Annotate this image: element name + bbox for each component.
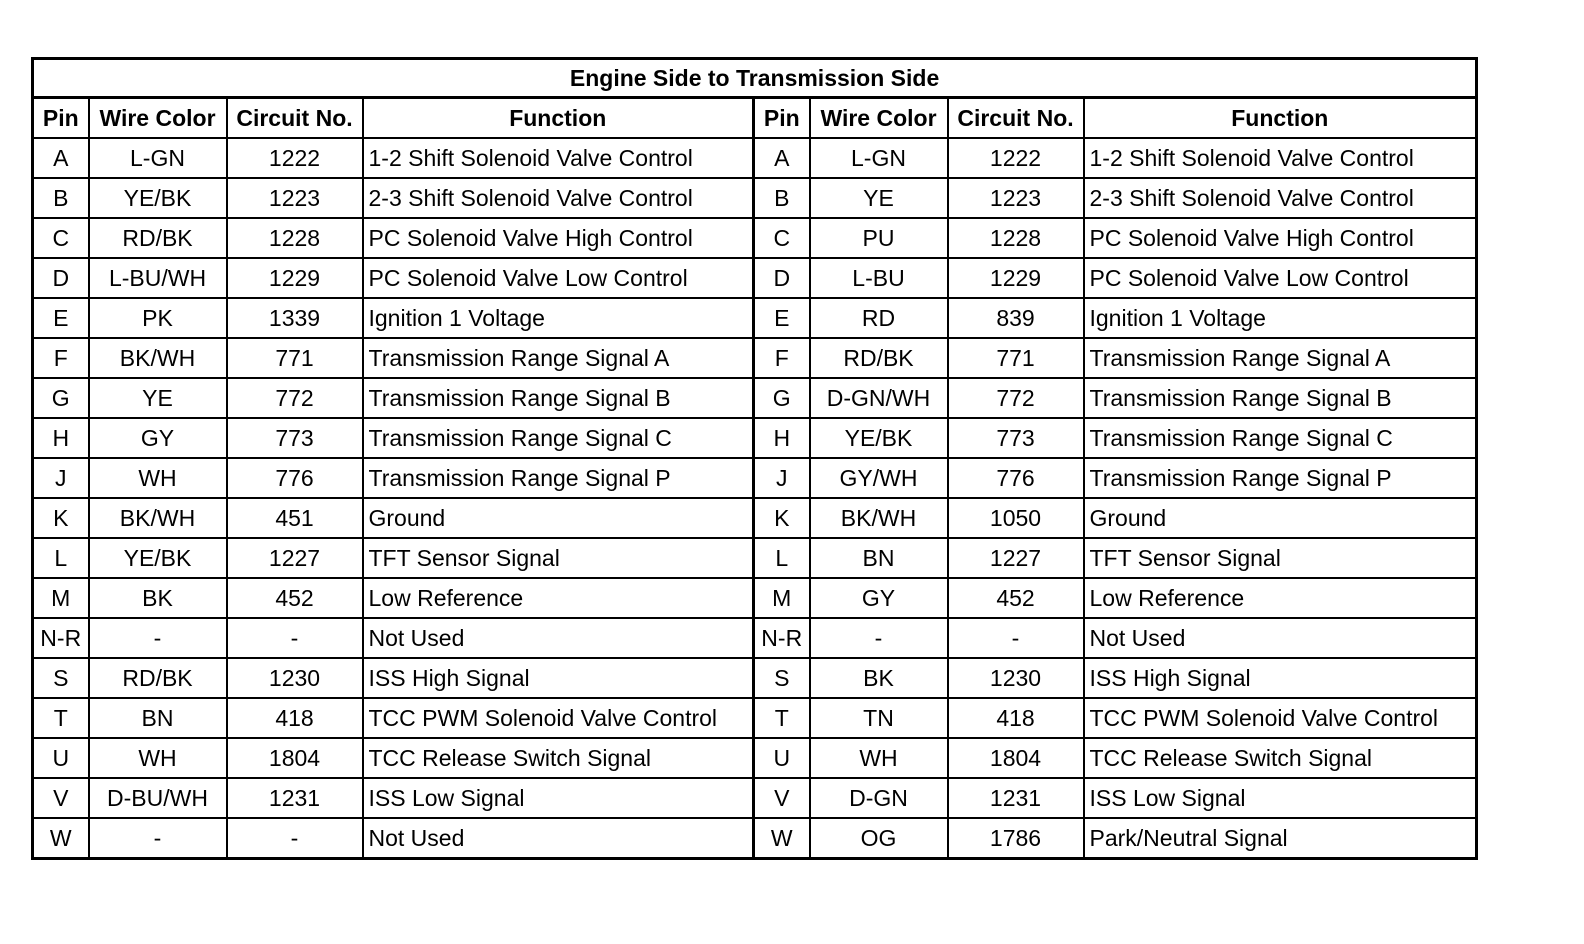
engine-circuit-cell: 1223	[227, 178, 363, 218]
engine-wire-color-cell: BN	[89, 698, 227, 738]
engine-pin-cell: T	[33, 698, 89, 738]
trans-pin-cell: D	[754, 258, 810, 298]
engine-circuit-cell: 771	[227, 338, 363, 378]
engine-circuit-cell: 772	[227, 378, 363, 418]
table-row	[33, 258, 1477, 298]
trans-circuit-cell: 839	[948, 298, 1084, 338]
trans-wire-color-cell: D-GN	[810, 778, 948, 818]
trans-circuit-cell: 1227	[948, 538, 1084, 578]
trans-function-cell: Transmission Range Signal A	[1084, 338, 1477, 378]
engine-pin-cell: N-R	[33, 618, 89, 658]
engine-circuit-cell: 1228	[227, 218, 363, 258]
engine-circuit-cell: 1227	[227, 538, 363, 578]
trans-wire-color-cell: BN	[810, 538, 948, 578]
table-row	[33, 658, 1477, 698]
pinout-table	[31, 57, 1478, 860]
engine-pin-cell: U	[33, 738, 89, 778]
engine-circuit-cell: -	[227, 818, 363, 859]
engine-function-cell: Transmission Range Signal A	[363, 338, 754, 378]
trans-circuit-cell: 776	[948, 458, 1084, 498]
table-row	[33, 698, 1477, 738]
engine-wire-color-cell: BK	[89, 578, 227, 618]
engine-function-cell: TCC PWM Solenoid Valve Control	[363, 698, 754, 738]
engine-function-cell: PC Solenoid Valve Low Control	[363, 258, 754, 298]
engine-circuit-cell: 418	[227, 698, 363, 738]
engine-function-cell: ISS Low Signal	[363, 778, 754, 818]
table-row	[33, 738, 1477, 778]
engine-function-cell: Transmission Range Signal P	[363, 458, 754, 498]
trans-function-cell: 1-2 Shift Solenoid Valve Control	[1084, 138, 1477, 178]
engine-wire-color-cell: WH	[89, 458, 227, 498]
engine-function-cell: 1-2 Shift Solenoid Valve Control	[363, 138, 754, 178]
engine-pin-cell: L	[33, 538, 89, 578]
engine-pin-cell: B	[33, 178, 89, 218]
trans-wire-color-cell: RD/BK	[810, 338, 948, 378]
engine-wire-color-cell: RD/BK	[89, 218, 227, 258]
table-row	[33, 178, 1477, 218]
trans-wire-color-cell: BK	[810, 658, 948, 698]
trans-circuit-cell: 1230	[948, 658, 1084, 698]
engine-function-cell: Low Reference	[363, 578, 754, 618]
trans-pin-cell: F	[754, 338, 810, 378]
table-row	[33, 338, 1477, 378]
engine-circuit-cell: 1222	[227, 138, 363, 178]
engine-function-cell: TFT Sensor Signal	[363, 538, 754, 578]
trans-function-cell: Park/Neutral Signal	[1084, 818, 1477, 859]
trans-pin-cell: V	[754, 778, 810, 818]
engine-function-cell: PC Solenoid Valve High Control	[363, 218, 754, 258]
trans-pin-cell: N-R	[754, 618, 810, 658]
table-row	[33, 138, 1477, 178]
trans-pin-cell: J	[754, 458, 810, 498]
trans-pin-cell: M	[754, 578, 810, 618]
header-trans-circuit-no: Circuit No.	[948, 98, 1084, 139]
engine-wire-color-cell: YE/BK	[89, 178, 227, 218]
engine-pin-cell: S	[33, 658, 89, 698]
header-trans-function: Function	[1084, 98, 1477, 139]
trans-pin-cell: U	[754, 738, 810, 778]
trans-wire-color-cell: L-BU	[810, 258, 948, 298]
engine-pin-cell: C	[33, 218, 89, 258]
table-row	[33, 778, 1477, 818]
trans-function-cell: ISS High Signal	[1084, 658, 1477, 698]
trans-circuit-cell: 1804	[948, 738, 1084, 778]
engine-function-cell: Ground	[363, 498, 754, 538]
engine-pin-cell: J	[33, 458, 89, 498]
table-title: Engine Side to Transmission Side	[33, 59, 1477, 98]
engine-function-cell: ISS High Signal	[363, 658, 754, 698]
engine-wire-color-cell: L-GN	[89, 138, 227, 178]
engine-function-cell: Transmission Range Signal C	[363, 418, 754, 458]
trans-wire-color-cell: TN	[810, 698, 948, 738]
trans-circuit-cell: 771	[948, 338, 1084, 378]
engine-pin-cell: A	[33, 138, 89, 178]
trans-wire-color-cell: PU	[810, 218, 948, 258]
trans-wire-color-cell: BK/WH	[810, 498, 948, 538]
header-engine-function: Function	[363, 98, 754, 139]
engine-circuit-cell: 776	[227, 458, 363, 498]
table-row	[33, 818, 1477, 859]
trans-pin-cell: S	[754, 658, 810, 698]
trans-pin-cell: T	[754, 698, 810, 738]
trans-function-cell: 2-3 Shift Solenoid Valve Control	[1084, 178, 1477, 218]
trans-circuit-cell: 1229	[948, 258, 1084, 298]
trans-circuit-cell: 1231	[948, 778, 1084, 818]
table-body	[33, 138, 1477, 859]
header-engine-wire-color: Wire Color	[89, 98, 227, 139]
trans-pin-cell: C	[754, 218, 810, 258]
engine-wire-color-cell: -	[89, 818, 227, 859]
engine-wire-color-cell: D-BU/WH	[89, 778, 227, 818]
trans-circuit-cell: 772	[948, 378, 1084, 418]
trans-circuit-cell: -	[948, 618, 1084, 658]
engine-wire-color-cell: YE/BK	[89, 538, 227, 578]
engine-function-cell: Not Used	[363, 618, 754, 658]
table-row	[33, 418, 1477, 458]
engine-function-cell: 2-3 Shift Solenoid Valve Control	[363, 178, 754, 218]
trans-function-cell: Not Used	[1084, 618, 1477, 658]
trans-function-cell: TFT Sensor Signal	[1084, 538, 1477, 578]
engine-circuit-cell: 451	[227, 498, 363, 538]
trans-pin-cell: B	[754, 178, 810, 218]
trans-pin-cell: G	[754, 378, 810, 418]
table-row	[33, 458, 1477, 498]
engine-circuit-cell: -	[227, 618, 363, 658]
trans-function-cell: Transmission Range Signal B	[1084, 378, 1477, 418]
engine-function-cell: Transmission Range Signal B	[363, 378, 754, 418]
engine-pin-cell: E	[33, 298, 89, 338]
engine-wire-color-cell: BK/WH	[89, 338, 227, 378]
trans-wire-color-cell: RD	[810, 298, 948, 338]
trans-circuit-cell: 452	[948, 578, 1084, 618]
trans-wire-color-cell: YE	[810, 178, 948, 218]
engine-wire-color-cell: -	[89, 618, 227, 658]
engine-circuit-cell: 1230	[227, 658, 363, 698]
engine-function-cell: TCC Release Switch Signal	[363, 738, 754, 778]
trans-circuit-cell: 418	[948, 698, 1084, 738]
table-row	[33, 378, 1477, 418]
engine-wire-color-cell: WH	[89, 738, 227, 778]
trans-wire-color-cell: GY/WH	[810, 458, 948, 498]
header-trans-wire-color: Wire Color	[810, 98, 948, 139]
trans-pin-cell: W	[754, 818, 810, 859]
engine-wire-color-cell: L-BU/WH	[89, 258, 227, 298]
trans-function-cell: PC Solenoid Valve High Control	[1084, 218, 1477, 258]
engine-wire-color-cell: BK/WH	[89, 498, 227, 538]
trans-pin-cell: K	[754, 498, 810, 538]
trans-circuit-cell: 1222	[948, 138, 1084, 178]
trans-wire-color-cell: D-GN/WH	[810, 378, 948, 418]
trans-function-cell: Ground	[1084, 498, 1477, 538]
header-engine-pin: Pin	[33, 98, 89, 139]
trans-function-cell: Transmission Range Signal P	[1084, 458, 1477, 498]
trans-pin-cell: H	[754, 418, 810, 458]
engine-pin-cell: M	[33, 578, 89, 618]
engine-pin-cell: K	[33, 498, 89, 538]
trans-function-cell: TCC Release Switch Signal	[1084, 738, 1477, 778]
table-row	[33, 498, 1477, 538]
trans-function-cell: TCC PWM Solenoid Valve Control	[1084, 698, 1477, 738]
header-row	[33, 98, 1477, 139]
trans-circuit-cell: 1050	[948, 498, 1084, 538]
table-row	[33, 618, 1477, 658]
trans-circuit-cell: 1786	[948, 818, 1084, 859]
table-row	[33, 578, 1477, 618]
engine-pin-cell: W	[33, 818, 89, 859]
trans-function-cell: PC Solenoid Valve Low Control	[1084, 258, 1477, 298]
trans-wire-color-cell: -	[810, 618, 948, 658]
table-row	[33, 298, 1477, 338]
table-row	[33, 218, 1477, 258]
engine-pin-cell: F	[33, 338, 89, 378]
engine-circuit-cell: 773	[227, 418, 363, 458]
trans-circuit-cell: 1223	[948, 178, 1084, 218]
header-trans-pin: Pin	[754, 98, 810, 139]
trans-wire-color-cell: YE/BK	[810, 418, 948, 458]
trans-pin-cell: L	[754, 538, 810, 578]
trans-circuit-cell: 773	[948, 418, 1084, 458]
engine-pin-cell: V	[33, 778, 89, 818]
engine-wire-color-cell: RD/BK	[89, 658, 227, 698]
trans-wire-color-cell: WH	[810, 738, 948, 778]
trans-function-cell: Low Reference	[1084, 578, 1477, 618]
engine-circuit-cell: 452	[227, 578, 363, 618]
trans-function-cell: ISS Low Signal	[1084, 778, 1477, 818]
trans-circuit-cell: 1228	[948, 218, 1084, 258]
trans-wire-color-cell: GY	[810, 578, 948, 618]
engine-function-cell: Not Used	[363, 818, 754, 859]
trans-pin-cell: E	[754, 298, 810, 338]
engine-circuit-cell: 1231	[227, 778, 363, 818]
engine-wire-color-cell: YE	[89, 378, 227, 418]
title-row	[33, 59, 1477, 98]
trans-function-cell: Transmission Range Signal C	[1084, 418, 1477, 458]
trans-wire-color-cell: L-GN	[810, 138, 948, 178]
engine-pin-cell: H	[33, 418, 89, 458]
engine-wire-color-cell: PK	[89, 298, 227, 338]
engine-wire-color-cell: GY	[89, 418, 227, 458]
engine-function-cell: Ignition 1 Voltage	[363, 298, 754, 338]
engine-circuit-cell: 1804	[227, 738, 363, 778]
trans-wire-color-cell: OG	[810, 818, 948, 859]
table-row	[33, 538, 1477, 578]
trans-pin-cell: A	[754, 138, 810, 178]
engine-circuit-cell: 1229	[227, 258, 363, 298]
engine-pin-cell: G	[33, 378, 89, 418]
trans-function-cell: Ignition 1 Voltage	[1084, 298, 1477, 338]
header-engine-circuit-no: Circuit No.	[227, 98, 363, 139]
engine-pin-cell: D	[33, 258, 89, 298]
engine-circuit-cell: 1339	[227, 298, 363, 338]
